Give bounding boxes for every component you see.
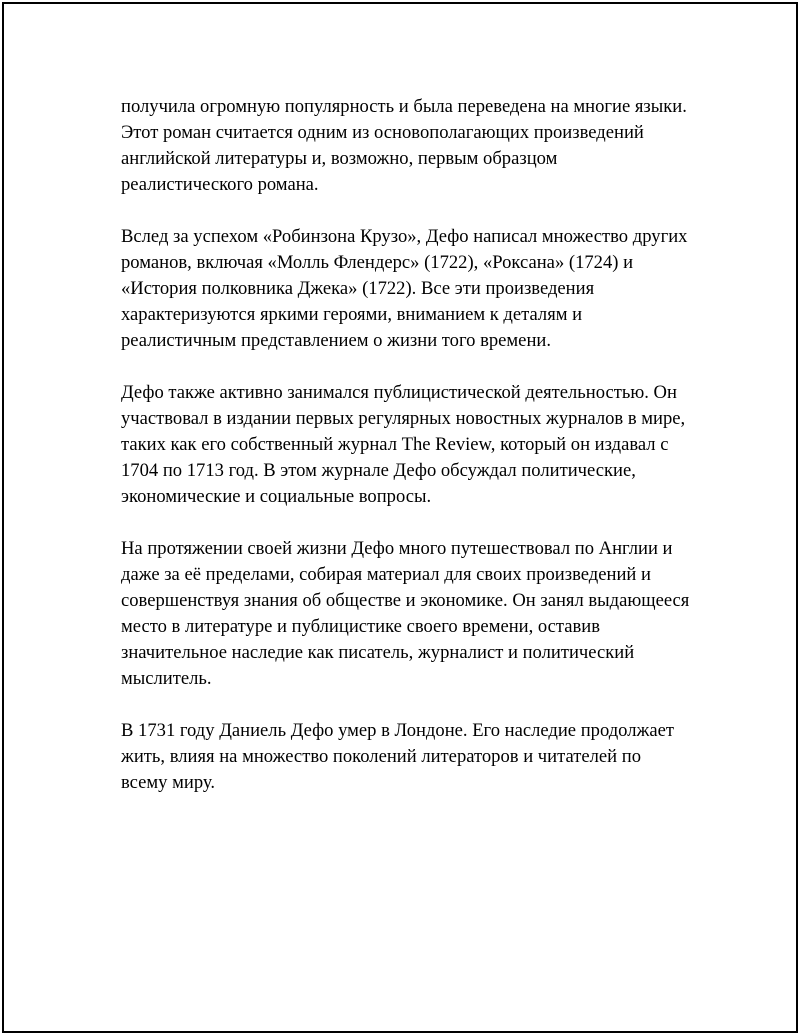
- text-line: Дефо также активно занимался публицистической деятельностью. Он: [121, 382, 677, 403]
- paragraph-2: [121, 224, 701, 354]
- text-line: всему миру.: [121, 772, 215, 793]
- text-line: реалистического романа.: [121, 174, 319, 195]
- text-line: место в литературе и публицистике своего времени, оставив: [121, 616, 601, 637]
- document-page: [2, 2, 798, 1033]
- text-line: мыслитель.: [121, 668, 212, 689]
- paragraph-3: [121, 380, 701, 510]
- text-line: характеризуются яркими героями, вниманием к деталям и: [121, 304, 583, 325]
- text-line: получила огромную популярность и была переведена на многие языки.: [121, 96, 687, 117]
- paragraph-4: [121, 536, 701, 692]
- text-line: «История полковника Джека» (1722). Все эти произведения: [121, 278, 595, 299]
- paragraph-1: [121, 94, 701, 198]
- text-line: Этот роман считается одним из основополагающих произведений: [121, 122, 644, 143]
- text-line: экономические и социальные вопросы.: [121, 486, 432, 507]
- text-line: даже за её пределами, собирая материал для своих произведений и: [121, 564, 651, 585]
- paragraph-5: [121, 718, 701, 796]
- text-line: таких как его собственный журнал The Review, который он издавал с: [121, 434, 669, 455]
- text-line: Вслед за успехом «Робинзона Крузо», Дефо написал множество других: [121, 226, 688, 247]
- text-line: реалистичным представлением о жизни того времени.: [121, 330, 551, 351]
- document-body: [121, 94, 701, 822]
- text-line: жить, влияя на множество поколений литераторов и читателей по: [121, 746, 641, 767]
- text-line: На протяжении своей жизни Дефо много путешествовал по Англии и: [121, 538, 673, 559]
- text-line: значительное наследие как писатель, журналист и политический: [121, 642, 635, 663]
- text-line: романов, включая «Молль Флендерс» (1722), «Роксана» (1724) и: [121, 252, 634, 273]
- text-line: английской литературы и, возможно, первым образцом: [121, 148, 558, 169]
- text-line: В 1731 году Даниель Дефо умер в Лондоне. Его наследие продолжает: [121, 720, 674, 741]
- text-line: совершенствуя знания об обществе и экономике. Он занял выдающееся: [121, 590, 690, 611]
- text-line: участвовал в издании первых регулярных новостных журналов в мире,: [121, 408, 686, 429]
- text-line: 1704 по 1713 год. В этом журнале Дефо обсуждал политические,: [121, 460, 636, 481]
